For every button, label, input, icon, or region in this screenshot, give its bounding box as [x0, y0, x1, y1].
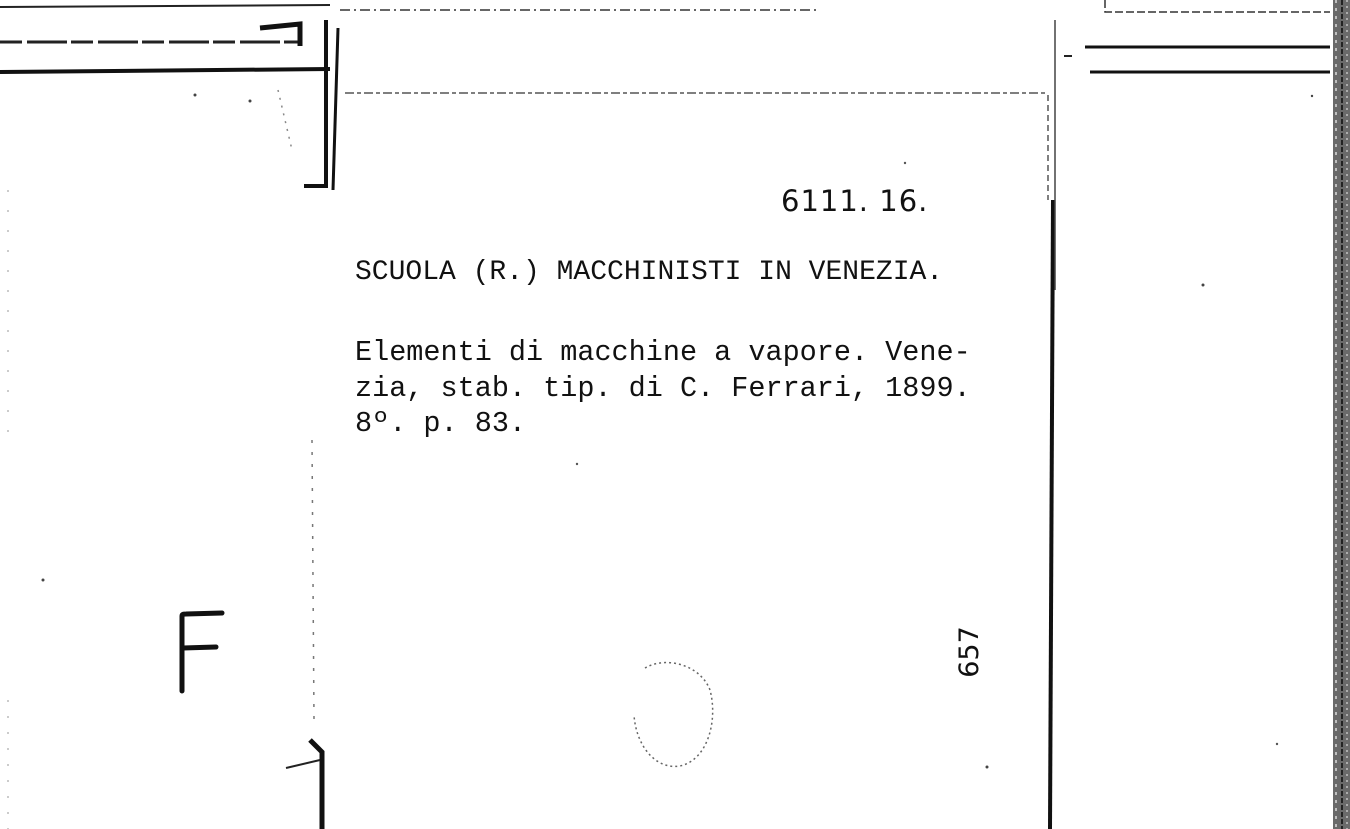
call-number: 6111. 16.: [781, 184, 929, 218]
catalog-heading: SCUOLA (R.) MACCHINISTI IN VENEZIA.: [355, 257, 944, 288]
catalog-description-line: 8º. p. 83.: [355, 407, 527, 440]
handwritten-f-mark: [150, 601, 230, 696]
catalog-description-line: zia, stab. tip. di C. Ferrari, 1899.: [355, 372, 971, 405]
rotated-side-number: 657: [954, 626, 985, 678]
catalog-description-line: Elementi di macchine a vapore. Vene-: [355, 336, 971, 369]
